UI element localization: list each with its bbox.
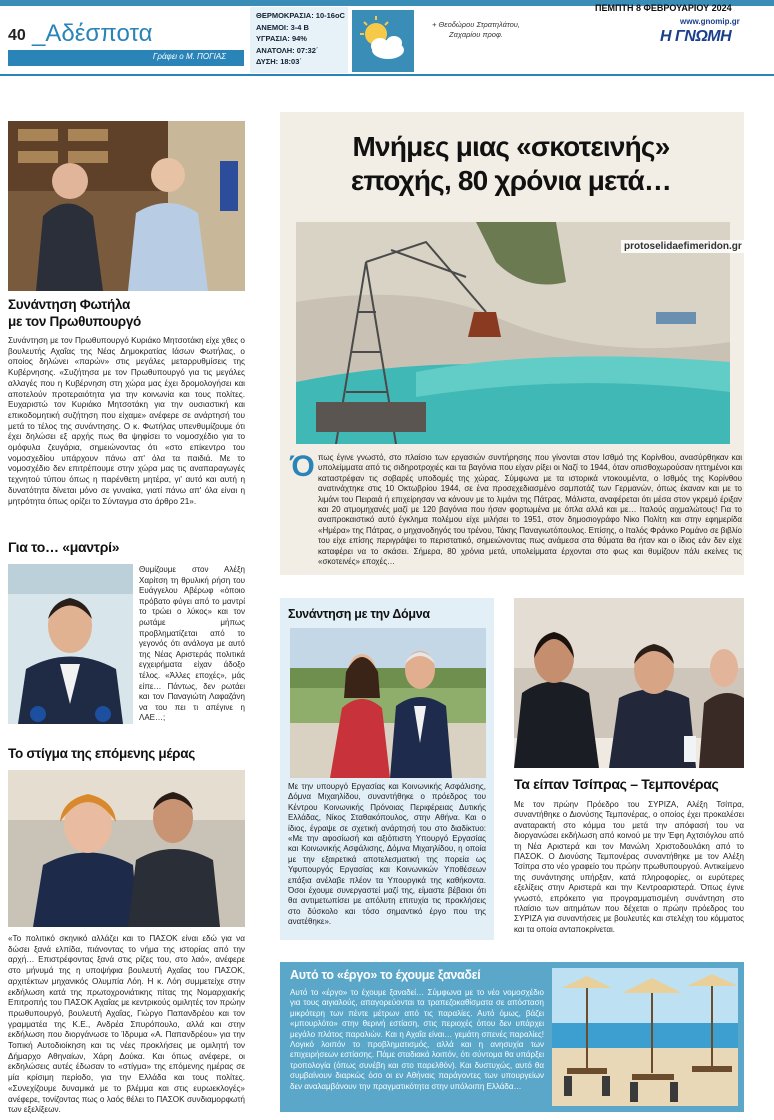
feature-body: πως έγινε γνωστό, στο πλαίσιο των εργασιών συντήρησης που γίνονται στον Ισθμό της Κορίνθου, ανασύρθηκαν και υπολείμματα από τις σιδηροτροχιές και τα βαγόνια που είχαν ρίξει οι Ναζί το 1944, όταν οπισθοχωρούσαν ηττημένοι και καταστρέφαν τις σοβαρές υποδομές της χώρας. Σύμφωνα με τα ιστορικά ντοκουμέντα, ο Ισθμός της Κορίνθου ανατινάχτηκε στις 10 Οκτωβρίου 1944, σε ένα προσεχεδιασμένο σαμποτάζ των Γερμανών, όπως έκαναν και με το λιμάνι του Πειραιά ή επιχείρησαν να κάνουν με το λιμάνι της Πάτρας. Μάλιστα, αναφέρεται ότι μέσα στον γκρεμό έριξαν και 20 ατμομηχανές μαζί με 120 βαγόνια που ήσαν φορτωμένα με όπλα αλλά και με… Ιταλούς αιχμαλώτους! Για το αναπροκαιστικό αυτό έγκλημα πολέμου είχε μιλήσει το 1951, στον δημοσιογράφο Νίκο Πολίτη και στην εφημερίδα «Ημέρα» της Πάτρας, ο μηχανοδηγός του τρένου, Τάκης Παναγιωτόπουλος. Επίσης, ο Ιταλός Φράνκο Ρομάνο σε βιβλίο του είχε επίσης περιγράψει το περιστατικό, σημειώνοντας πως ανάμεσα στα θύματα θα ήταν και ο ίδιος εάν δεν είχε καταφέρει να το σκάσει. Σήμερα, 80 χρόνια μετά, υπολείμματα έρχονται στο φως και θυμίζουν πάλι εκείνες τις «σκοτεινές» εποχές… [318,453,742,567]
newspaper-logo: Η ΓΝΩΜΗ [660,28,732,45]
fotilas-title-line2: με τον Πρωθυπουργό [8,314,142,329]
section-title: _Αδέσποτα [32,20,153,47]
tsipras-title: Τα είπαν Τσίπρας – Τεμπονέρας [514,776,719,792]
author-label: Γράφει ο Μ. ΠΟΓΙΑΣ [152,52,226,61]
weather-wind: ΑΝΕΜΟΙ: 3-4 Β [256,22,309,32]
sun-cloud-icon [352,10,414,72]
weather-panel [250,7,348,73]
ergo-body: Αυτό το «έργο» το έχουμε ξαναδεί… Σύμφωνα με το νέο νομοσχέδιο για τους αιγιαλούς, απαγορεύονται τα τραπεζοκαθίσματα σε απόσταση μικρότερη των πέντε μέτρων από τις παραλίες. Αυτό όμως, βάζει «μπουρλότο» στην θερινή εστίαση, στις περιοχές όπου δεν υπάρχει μεγάλο πλάτος παραλιών. Και η Αχαΐα είναι… γεμάτη σπενές παραλίες! Λογικό λοιπόν το προβληματισμός, αλλά και η ανησυχία των επιχειρήσεων εστίασης. Πάμε σταδιακά λοιπόν, ότι σύντομα θα υπάρξει τροπολογία (όπως συνέβη και στο παρελθόν). Και δυστυχώς, αυτό θα συμβαίνουν διαρκώς όσο οι εν Αθήναις παράγοντες των υπουργείων δεν αναλαμβάνουν την πραγματικότητα στην υπόλοιπη Ελλάδα… [290,988,544,1091]
tsipras-body: Με τον πρώην Πρόεδρο του ΣΥΡΙΖΑ, Αλέξη Τσίπρα, συναντήθηκε ο Διονύσης Τεμπονέρας, ο οποίος έχει προκαλέσει αναταρακτή στο κόμμα του μετά την απόφασή του να διοργανώσει εκδήλωση από κοινού με την Έφη Αχτσιόγλου από τη Νέα Αριστερά και τον Μανώλη Χριστοδουλάκη από το ΠΑΣΟΚ. Ο Διονύσης Τεμπονέρας συναντήθηκε με τον Αλέξη Τσίπρα στο νέο γραφείο του πρώην πρωθυπουργού. Αντικείμενο της συνάντησης υπήρξαν, κατά πληροφορίες, οι ευρύτερες εξελίξεις στην Αριστερά και την Κεντροαριστερά. Όπως έγινε γνωστό, επρόκειτο για προγραμματισμένη συνάντηση στο πλαίσιο των αιτημάτων που δέχεται ο πρώην πρόεδρος του ΣΥΡΙΖΑ για συναντήσεις με βουλευτές και στελέχη του κόμματος και τα οποία ανταποκρίνεται. [514,800,744,934]
feature-title-line2: εποχής, 80 χρόνια μετά… [350,165,672,196]
photo-loi-pasok [8,770,245,927]
weather-sunset: ΔΥΣΗ: 18:03΄ [256,57,302,66]
watermark: protoselidaefimeridon.gr [621,240,745,253]
photo-corinth-canal-wreckage [296,222,730,444]
stigma-title: Το στίγμα της επόμενης μέρας [8,746,195,761]
mantri-title: Για το… «μαντρί» [8,539,120,555]
domna-title: Συνάντηση με την Δόμνα [288,607,430,621]
fotilas-body: Συνάντηση με τον Πρωθυπουργό Κυριάκο Μητσοτάκη είχε χθες ο βουλευτής Αχαΐας της Νέας Δημοκρατίας Ιάσων Φωτήλας, ο οποίος δηλώνει «παρών» στις μεγάλες μεταρρυθμίσεις της Κυβέρνησης. «Συζήτησα με τον Πρωθυπουργό για τις μεγάλες αλλαγές που η Κυβέρνηση στη χώρα μας έχει δρομολογήσει και αποτελούν προτεραιότητα για την κοινωνία και τους πολίτες. Ευχαριστώ τον Κυριάκο Μητσοτάκη για την ουσιαστική και επικοδομητική συζήτηση που είχαμε» ανέφερε σε ανάρτησή του μετά το τέλος της συνάντησης. Ο κ. Φωτήλας υπενθυμίζουμε ότι έχει δηλώσει εξ αρχής πως θα ψηφίσει το νομοσχέδιο για το ομόφυλα ζευγάρια, σημειώνοντας ότι «στο επίκεντρο του νομοσχεδίου υπάρχουν πάνω απ' όλα τα παιδιά. Με το νομοσχέδιο δεν επιτρέπουμε στην χώρα μας τις αναπαραγωγές τεχνητού τύπου όπως η παρένθετη μητέρα, γι' αυτό και αυτή η δυνατότητα δίνεται μόνο σε γυναίκα, γιατί πάνω απ' όλα είναι η μητρότητα όπως ορίζει το Σύνταγμα στο άρθρο 21». [8,336,245,506]
header-rule [0,74,774,76]
fotilas-title-line1: Συνάντηση Φωτήλα [8,297,130,312]
domna-body: Με την υπουργό Εργασίας και Κοινωνικής Ασφάλισης, Δόμνα Μιχαηλίδου, συναντήθηκε ο πρόεδρος του Κέντρου Κοινωνικής Πρόνοιας Περιφέρειας Δυτικής Ελλάδας, Νίκος Σταθακόπουλος, στην Αθήνα. Και ο ίδιος, έγραψε σε σχετική ανάρτησή του στο διαδίκτυο: «Με την αφοσίωσή και αξιόπιστη Υπουργό Εργασίας και Κοινωνικής Ασφάλισης, Δόμνα Μιχαηλίδου, η οποία με την εξαιρετικά αποτελεσματική της πορεία ως Υφυπουργός Εργασίας και Κοινωνικών Υποθέσεων επάξια ανέλαβε πλέον τα Υπουργικά της καθήκοντα. Όσοι έχουμε συνεργαστεί μαζί της, είμαστε βέβαιοι ότι θα αντιμετωπίσει με απόλυτη επιτυχία τις προκλήσεις στο δύσκολο και τόσο σημαντικό έργο που της ανατέθηκε». [288,782,486,927]
photo-domna-meeting [290,628,486,778]
mantri-body: Θυμίζουμε στον Αλέξη Χαρίτση τη θρυλική ρήση του Ευάγγελου Αβέρωφ «όποιο πρόβατο φύγει από το μαντρί το τρώει ο λύκος» και τον ρωτάμε μήπως προβληματίζεται από το γεγονός ότι ανάλογα με αυτό της Νέας Αριστεράς πολιτικά εγχειρήματα είχαν άδοξο τέλος. «Άλλες εποχές», μάς είπε… Πάντως, δεν ρωτάει και τον Παναγιώτη Λαφαζάνη να του πει τι απέγινε η ΛΑΕ…; [139,565,245,723]
feature-title-line1: Μνήμες μιας «σκοτεινής» [352,131,670,162]
photo-beach-tables [552,968,738,1106]
website-link[interactable]: www.gnomip.gr [680,17,740,26]
feature-dropcap: Ό [290,450,315,483]
issue-date: ΠΕΜΠΤΗ 8 ΦΕΒΡΟΥΑΡΙΟΥ 2024 [595,3,732,13]
photo-tsipras-temponeras [514,598,744,768]
author-bar [8,50,244,66]
ergo-title: Αυτό το «έργο» το έχουμε ξαναδεί [290,968,481,982]
weather-temperature: ΘΕΡΜΟΚΡΑΣΙΑ: 10-16oC [256,11,345,20]
page-number: 40 [8,27,26,44]
stigma-body: «Το πολιτικό σκηνικό αλλάζει και το ΠΑΣΟΚ είναι εδώ για να δώσει ξανά ελπίδα, πιάνοντας το νήμα της ιστορίας από την αρχή… Επιστρέφοντας ξανά στις ρίζες του, στο λαό», ανέφερε στο μήνυμά της η υποψήφια βουλευτή Αχαΐας του ΠΑΣΟΚ, αρχιτέκτων μηχανικός Ολυμπία Λόη. Η κ. Λόη συμμετείχε στην εκδήλωση κατά της πρωτοχρονιάτικης πίτας της Νομαρχιακής Επιτροπής του ΠΑΣΟΚ Αχαΐας με κεντρικούς ομιλητές τον πρώην πρωθυπουργό, βουλευτή Αχαΐας, Γιώργο Παπανδρέου και τον γραμματέα της Κ.Ε., Ανδρέα Σπυρόπουλο, αλλά και στην εκδήλωση που διοργάνωσε το Ίδρυμα «Α. Παπανδρέου» για την Τοπική Αυτοδιοίκηση και τις νέες προκλήσεις με ομιλητή τον Δήμαρχο Αθηναίων, Χάρη Δούκα. Και όπως ανέφερε, οι εκδηλώσεις αυτές έδωσαν το «στίγμα» της επόμενης ημέρας σε μία κρίσιμη περίοδο, για την Ελλάδα και τους πολίτες. «Συνεχίζουμε δυναμικά με το βλέμμα και στις ευρωεκλογές» ανέφερε, τονίζοντας πως ο λαός θέλει το ΠΑΣΟΚ συνδιαμορφωτή των εξελίξεων. [8,934,245,1114]
photo-charitsis [8,564,133,724]
photo-fotilas-mitsotakis [8,121,245,291]
weather-sunrise: ΑΝΑΤΟΛΗ: 07:32΄ [256,45,319,55]
weather-humidity: ΥΓΡΑΣΙΑ: 94% [256,34,307,43]
feature-title [296,130,726,198]
namedays: + Θεοδώρου Στρατηλάτου, Ζαχαρίου προφ. [432,20,520,39]
